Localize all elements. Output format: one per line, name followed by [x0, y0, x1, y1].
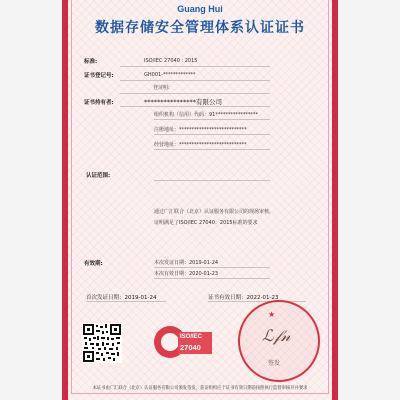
certificate-footer: 本证书由广汇联合（北京）认证服务有限公司颁发签发，获证组织应于证书有效日期前按照执行监督审核开并要求: [92, 386, 308, 391]
certificate-title: 数据存储安全管理体系认证证书: [95, 20, 305, 36]
brand-name: Guang Hui: [177, 4, 223, 14]
cert-reg-value: GH001-*************: [144, 72, 196, 78]
cert-valid-date: 证书有效日期：2022-01-23: [208, 295, 279, 301]
reg-address-underline: [154, 134, 270, 135]
statement-line1: 通过广汇联合（北京）认证服务有限公司的现场审核，: [154, 209, 275, 215]
org-code: 组织机构（信用）代码：91*****************: [154, 112, 258, 118]
certificate-body: [68, 0, 332, 400]
iso-badge-line1: ISO/IEC: [180, 334, 203, 340]
sub-reg-label: 登证明:: [153, 85, 170, 91]
standard-value: ISO/IEC 27040 : 2015: [144, 58, 198, 64]
standard-label: 标准:: [84, 59, 98, 65]
issue-stamp-text: 签发: [268, 360, 281, 367]
first-issue-underline: [86, 301, 166, 302]
seal-star-icon: ★: [268, 310, 276, 319]
holder-label: 证书持有者:: [84, 100, 114, 106]
handwritten-signature: ℒ𝒻𝓃: [262, 326, 291, 345]
org-code-underline: [154, 119, 270, 120]
biz-address: 经营地址：***************************: [154, 142, 247, 148]
qr-code: [82, 323, 122, 363]
sub-reg-underline: [120, 93, 270, 94]
reg-address: 注册地址：***************************: [154, 127, 247, 133]
biz-address-underline: [154, 149, 270, 150]
holder-name: ****************有限公司: [144, 98, 222, 106]
first-issue-date: 首次发证日期：2019-01-24: [86, 295, 157, 301]
cert-reg-underline: [120, 80, 270, 81]
expire-date-underline: [154, 278, 270, 279]
standard-underline: [120, 66, 270, 67]
scope-label: 认证范围:: [86, 173, 111, 179]
issue-date: 本次发证日期：2019-01-24: [154, 260, 219, 266]
scope-underline: [154, 180, 270, 181]
holder-underline: [120, 106, 270, 107]
certificate-sheet: [62, 0, 338, 400]
expire-date: 本次有效日期：2020-01-23: [154, 271, 219, 277]
statement-line2: 证明满足了ISO/IEC 27040：2015标准的要求: [154, 220, 258, 226]
iso-27040-badge: [154, 326, 212, 360]
validity-label: 有效期:: [84, 261, 103, 267]
issue-date-underline: [154, 267, 270, 268]
cert-reg-label: 证书登记号:: [84, 73, 114, 79]
iso-badge-line2: 27040: [180, 343, 201, 352]
